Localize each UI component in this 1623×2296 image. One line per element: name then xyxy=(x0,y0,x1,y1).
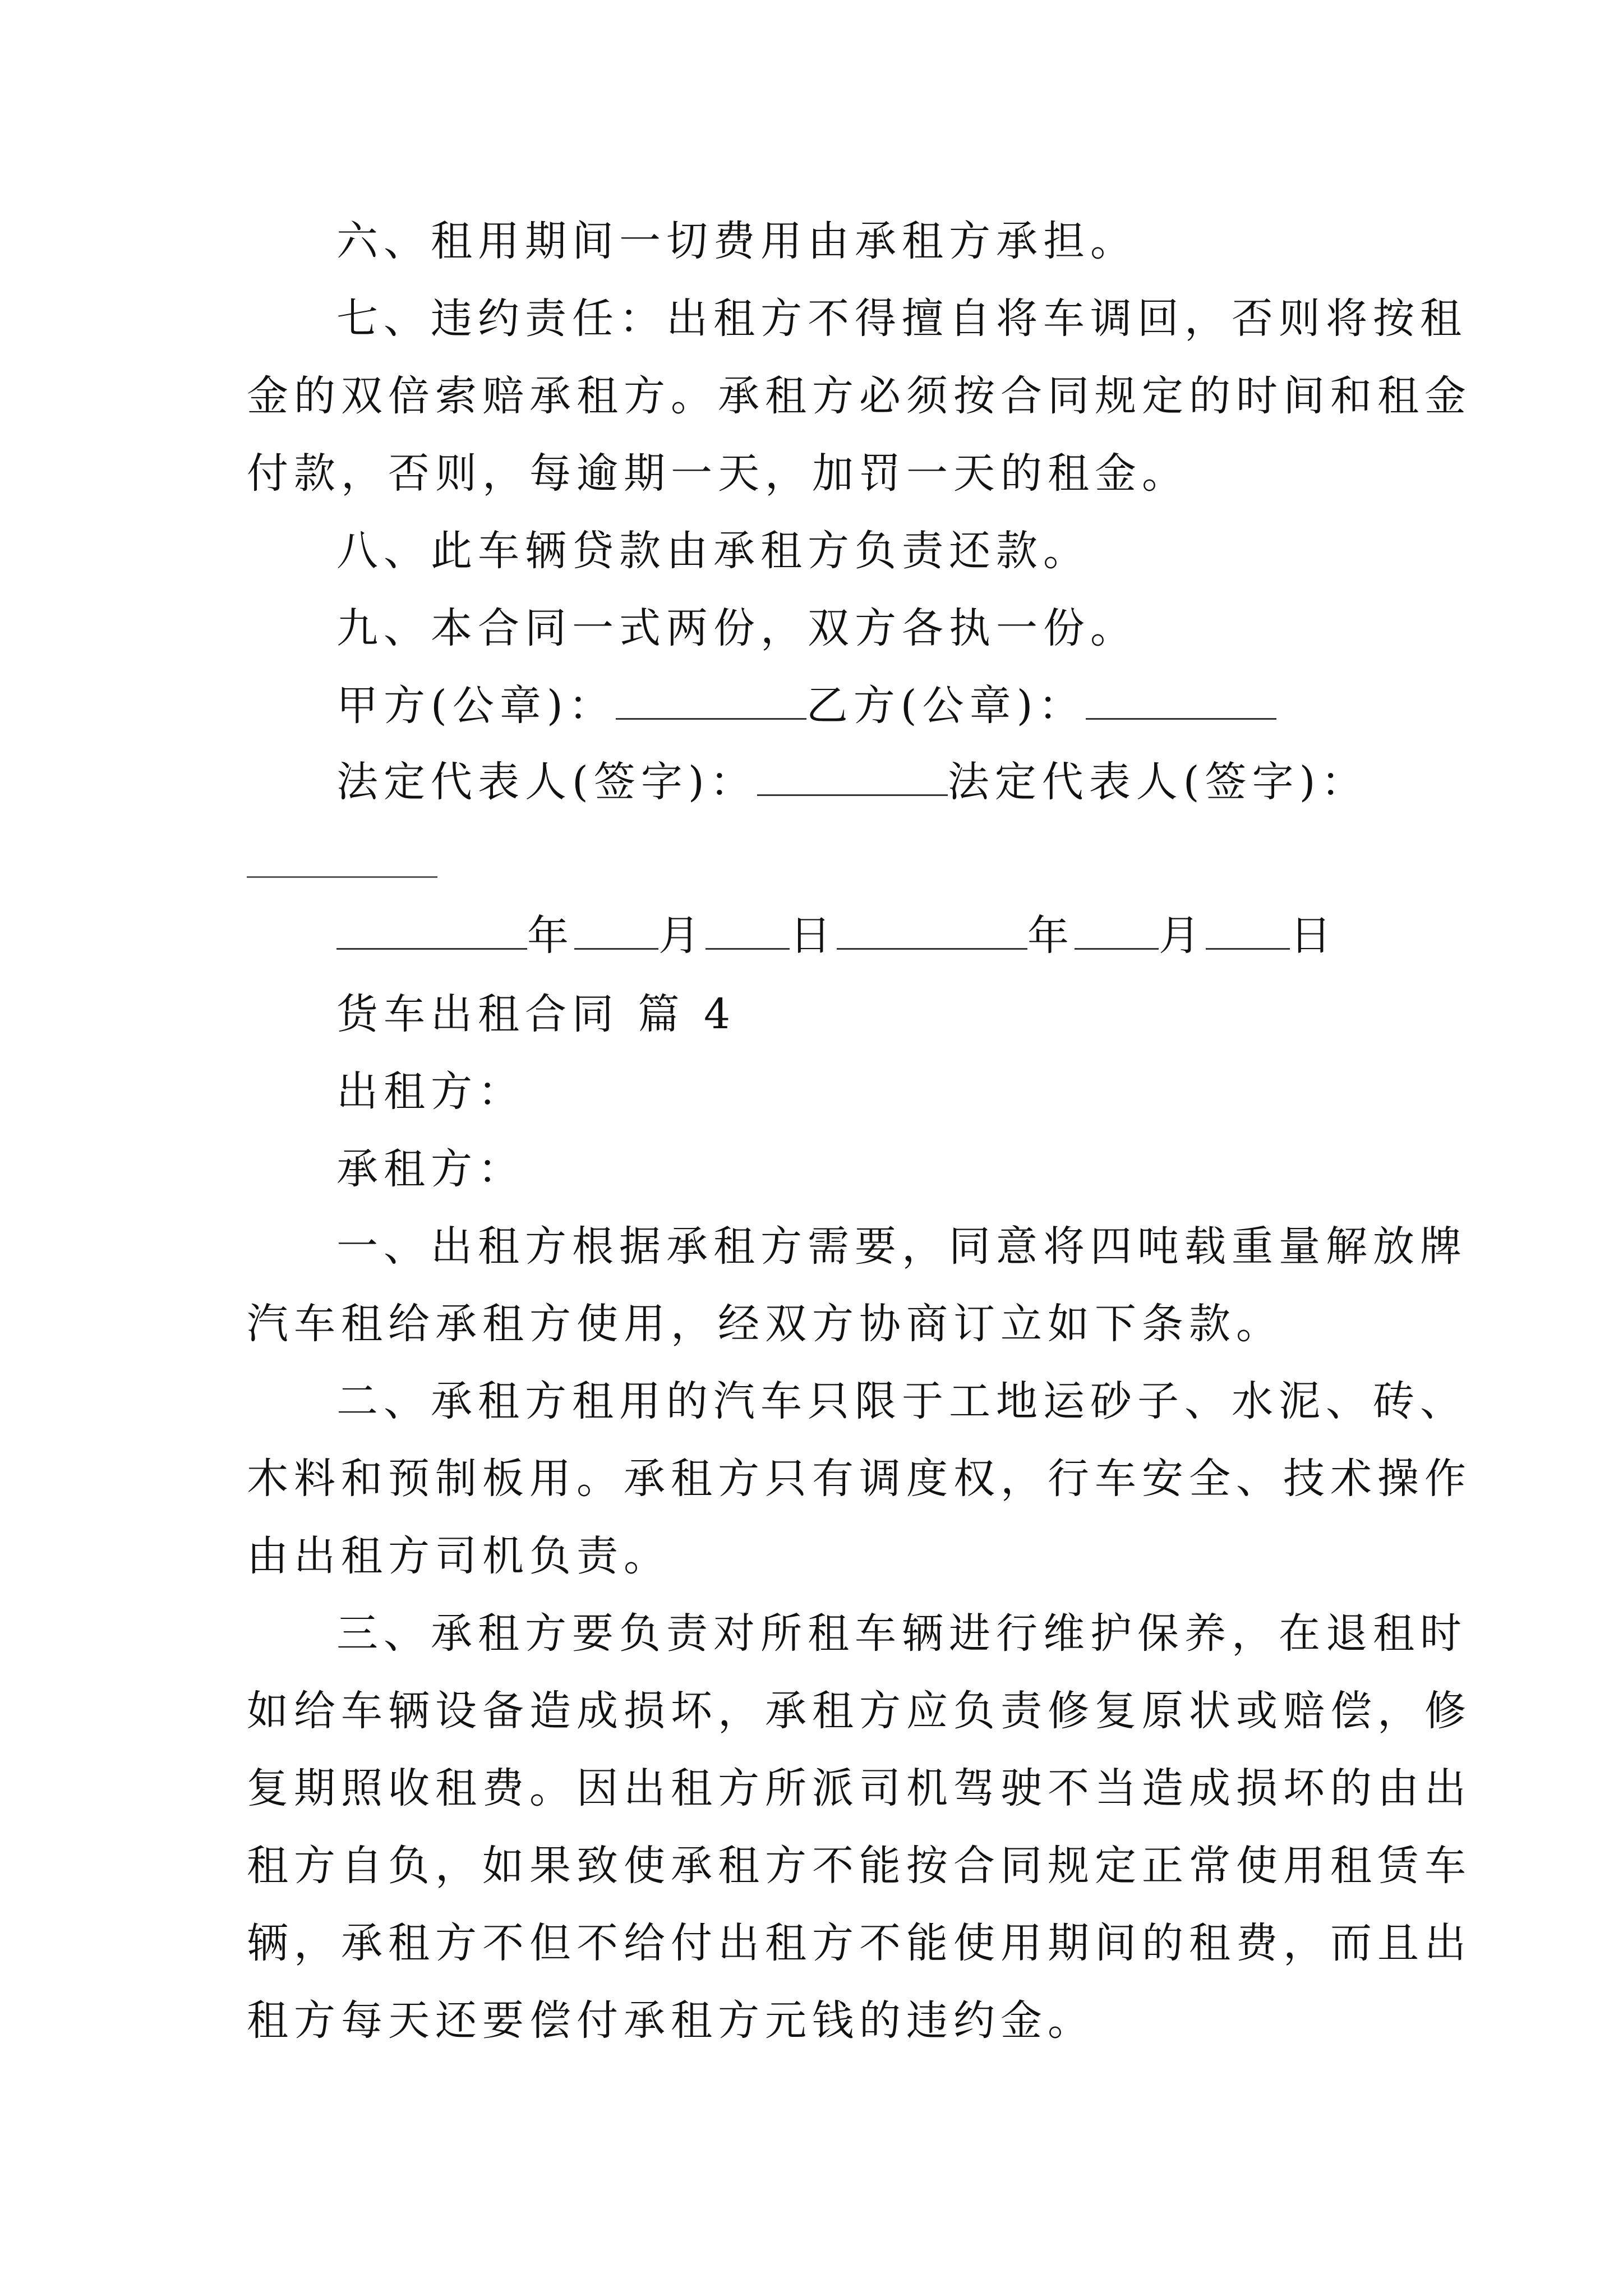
day-b-label: 日 xyxy=(1290,912,1337,960)
lessee-label: 承租方： xyxy=(336,1145,525,1193)
clause-7-line-1: 七、违约责任：出租方不得擅自将车调回，否则将按租 xyxy=(336,295,1467,343)
clause-3-line-1: 三、承租方要负责对所租车辆进行维护保养，在退租时 xyxy=(336,1609,1467,1658)
clause-1-line-1: 一、出租方根据承租方需要，同意将四吨载重量解放牌 xyxy=(336,1222,1467,1271)
clause-3-line-6: 租方每天还要偿付承租方元钱的违约金。 xyxy=(247,1996,1095,2045)
clause-8: 八、此车辆贷款由承租方负责还款。 xyxy=(336,527,1090,575)
clause-2-line-2: 木料和预制板用。承租方只有调度权，行车安全、技术操作 xyxy=(247,1455,1472,1503)
clause-3-line-4: 租方自负，如果致使承租方不能按合同规定正常使用租赁车 xyxy=(247,1842,1472,1890)
rep-b-label: 法定代表人(签字)： xyxy=(947,758,1368,806)
clause-3-line-3: 复期照收租费。因出租方所派司机驾驶不当造成损坏的由出 xyxy=(247,1764,1472,1812)
clause-9: 九、本合同一式两份，双方各执一份。 xyxy=(336,604,1137,652)
date-line xyxy=(336,909,1481,963)
month-b-label: 月 xyxy=(1159,912,1206,960)
year-a-label: 年 xyxy=(527,912,574,960)
seal-line xyxy=(336,679,1481,733)
day-a-blank[interactable] xyxy=(706,913,790,950)
clause-7-line-2: 金的双倍索赔承租方。承租方必须按合同规定的时间和租金 xyxy=(247,372,1472,420)
month-a-label: 月 xyxy=(658,912,706,960)
party-b-blank[interactable] xyxy=(1086,683,1276,720)
day-b-blank[interactable] xyxy=(1206,913,1290,950)
clause-1-line-2: 汽车租给承租方使用，经双方协商订立如下条款。 xyxy=(247,1300,1283,1348)
clause-2-line-1: 二、承租方租用的汽车只限于工地运砂子、水泥、砖、 xyxy=(336,1377,1467,1425)
clause-3-line-2: 如给车辆设备造成损坏，承租方应负责修复原状或赔偿，修 xyxy=(247,1687,1472,1735)
clause-3-line-5: 辆，承租方不但不给付出租方不能使用期间的租费，而且出 xyxy=(247,1919,1472,1967)
rep-a-blank[interactable] xyxy=(757,760,948,796)
month-b-blank[interactable] xyxy=(1075,913,1159,950)
year-b-blank[interactable] xyxy=(837,913,1027,950)
party-a-blank[interactable] xyxy=(616,683,806,720)
clause-2-line-3: 由出租方司机负责。 xyxy=(247,1532,671,1580)
party-b-label: 乙方(公章)： xyxy=(806,682,1086,730)
section-title: 货车出租合同 篇 4 xyxy=(336,990,736,1038)
rep-a-label: 法定代表人(签字)： xyxy=(336,758,757,806)
month-a-blank[interactable] xyxy=(574,913,658,950)
day-a-label: 日 xyxy=(790,912,837,960)
lessor-label: 出租方： xyxy=(336,1068,525,1116)
year-a-blank[interactable] xyxy=(336,913,527,950)
representative-line xyxy=(336,755,1481,809)
clause-7-line-3: 付款，否则，每逾期一天，加罚一天的租金。 xyxy=(247,449,1189,498)
party-a-label: 甲方(公章)： xyxy=(336,682,616,730)
year-b-label: 年 xyxy=(1027,912,1075,960)
clause-6: 六、租用期间一切费用由承租方承担。 xyxy=(336,217,1137,265)
rep-b-blank[interactable] xyxy=(247,876,437,878)
